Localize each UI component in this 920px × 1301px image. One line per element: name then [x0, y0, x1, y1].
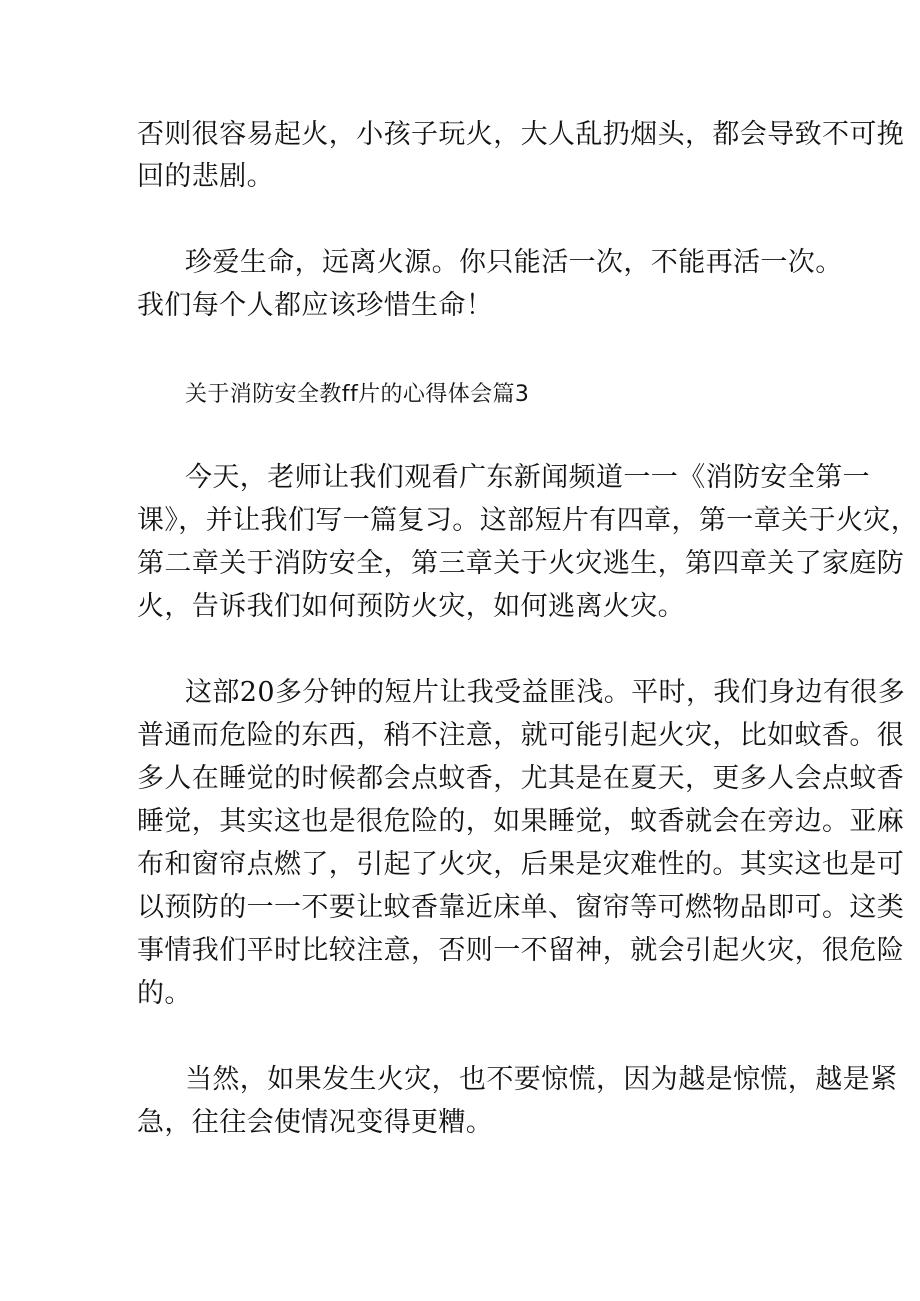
- paragraph-1-line-1: 否则很容易起火，小孩子玩火，大人乱扔烟头，都会导致不可挽: [137, 119, 905, 150]
- paragraph-4-line-2: 普通而危险的东西，稍不注意，就可能引起火灾，比如蚊香。很: [137, 720, 905, 751]
- paragraph-3-line-2: 课》，并让我们写一篇复习。这部短片有四章，第一章关于火灾，: [137, 505, 919, 536]
- paragraph-1-line-2: 回的悲剧。: [137, 161, 274, 192]
- paragraph-4-line-4: 睡觉，其实这也是很危险的，如果睡觉，蚊香就会在旁边。亚麻: [137, 806, 905, 837]
- paragraph-2-line-2: 我们每个人都应该珍惜生命！: [137, 290, 494, 321]
- paragraph-3-line-4: 火，告诉我们如何预防火灾，如何逃离火灾。: [137, 591, 685, 622]
- paragraph-3-line-3: 第二章关于消防安全，第三章关于火灾逃生，第四章关了家庭防: [137, 548, 905, 579]
- paragraph-3-line-1: 今天，老师让我们观看广东新闻频道一一《消防安全第一: [185, 462, 870, 493]
- paragraph-4-line-7: 事情我们平时比较注意，否则一不留神，就会引起火灾，很危险: [137, 935, 905, 966]
- paragraph-5-line-1: 当然，如果发生火灾，也不要惊慌，因为越是惊慌，越是紧: [185, 1064, 898, 1095]
- section-heading: 关于消防安全教ff片的心得体会篇3: [185, 382, 530, 407]
- paragraph-5-line-2: 急，往往会使情况变得更糟。: [137, 1107, 494, 1138]
- paragraph-4-line-3: 多人在睡觉的时候都会点蚊香，尤其是在夏天，更多人会点蚊香: [137, 763, 905, 794]
- paragraph-2-line-1: 珍爱生命，远离火源。你只能活一次，不能再活一次。: [185, 247, 843, 278]
- paragraph-4-line-6: 以预防的一一不要让蚊香靠近床单、窗帘等可燃物品即可。这类: [137, 892, 905, 923]
- paragraph-4-line-1: 这部20多分钟的短片让我受益匪浅。平时，我们身边有很多: [185, 677, 906, 708]
- paragraph-4-line-8: 的。: [137, 978, 192, 1009]
- paragraph-4-line-5: 布和窗帘点燃了，引起了火灾，后果是灾难性的。其实这也是可: [137, 849, 905, 880]
